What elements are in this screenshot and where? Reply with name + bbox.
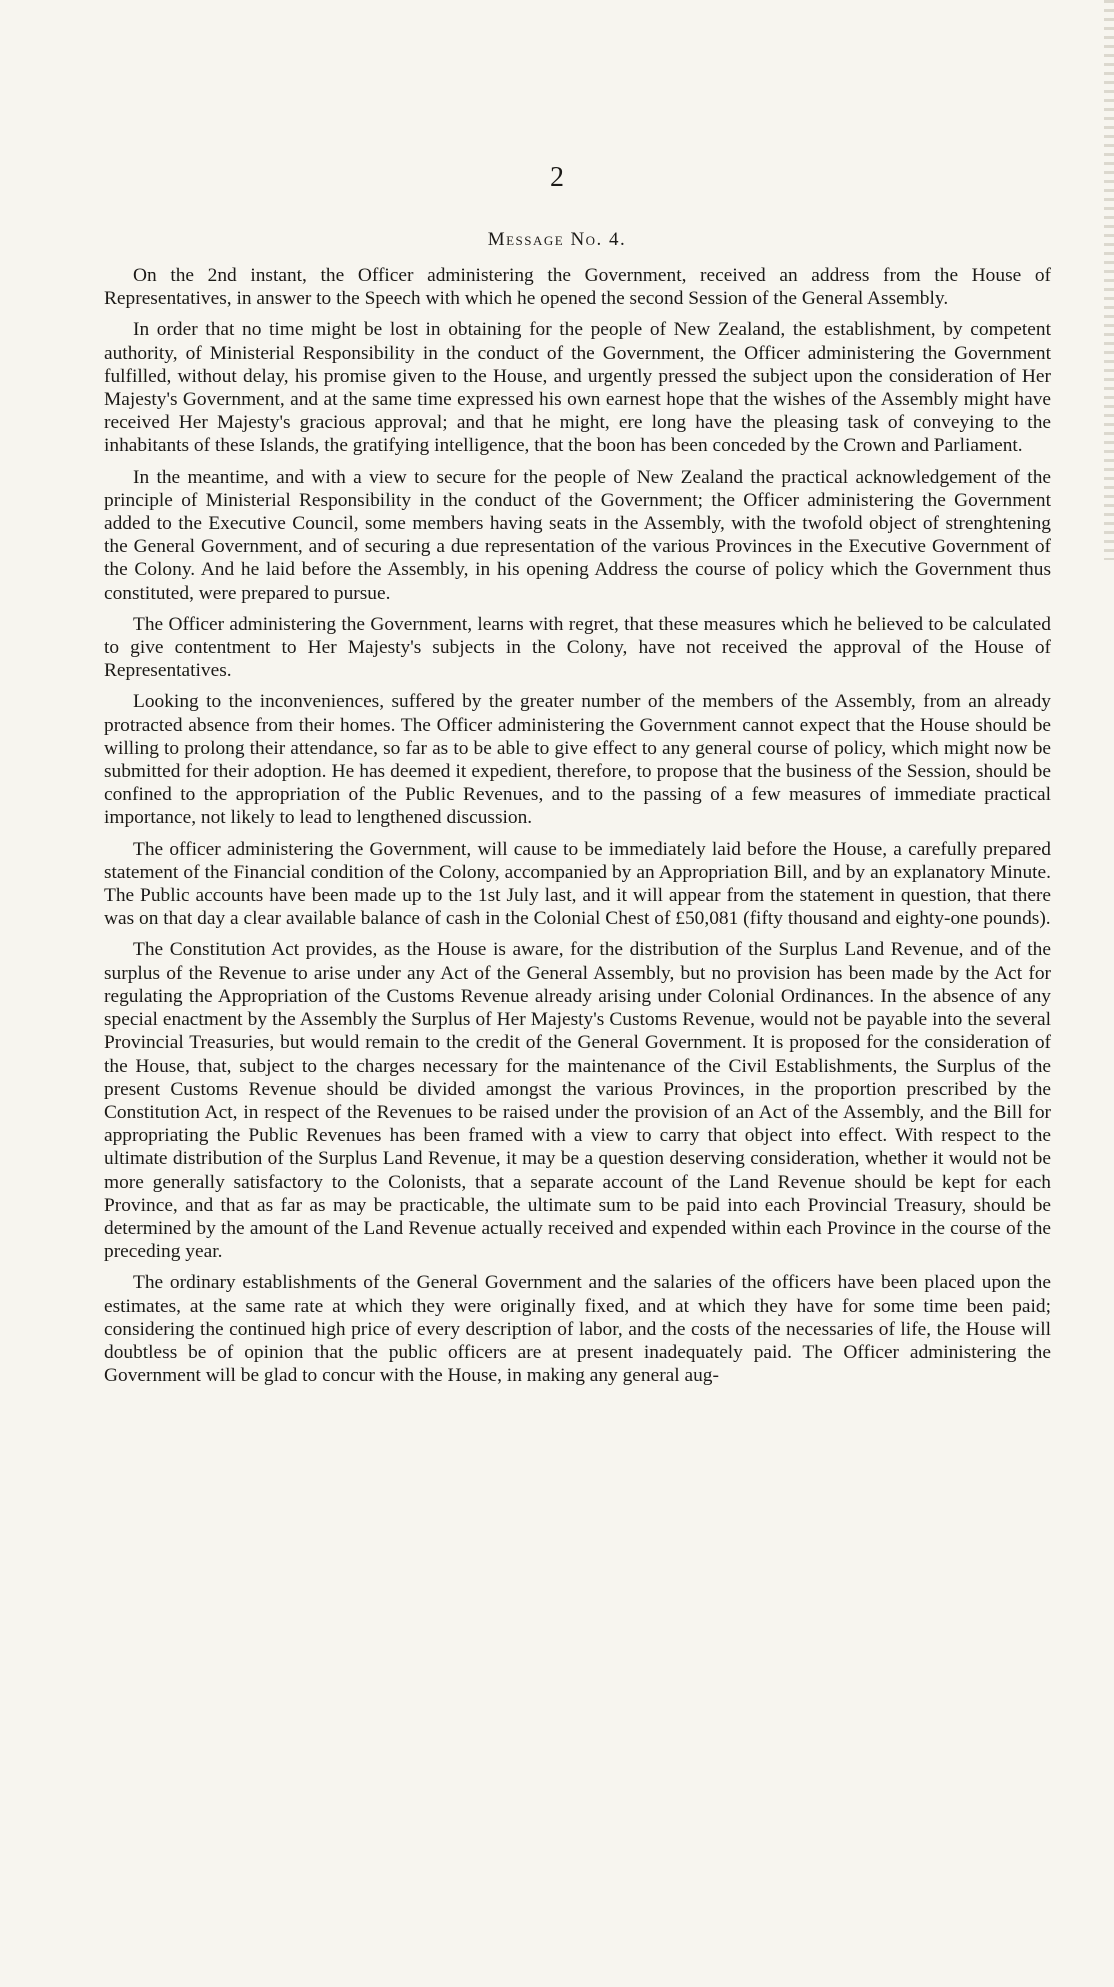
paragraph: The Officer administering the Government, learns with regret, that these measures which he believed to be calculated to give contentment to Her Majesty's subjects in the Colony, have not received the approval of the House of Representatives. — [104, 613, 1051, 682]
paragraph: The officer administering the Government, will cause to be immediately laid before the House, a carefully prepared statement of the Financial condition of the Colony, accompanied by an Appropriation Bill, and by an explanatory Minute. The Public accounts have been made up to the 1st July last, and it will appear from the statement in question, that there was on that day a clear available balance of cash in the Colonial Chest of £50,081 (fifty thousand and eighty-one pounds). — [104, 838, 1051, 930]
paragraph: The Constitution Act provides, as the House is aware, for the distribution of the Surplus Land Revenue, and of the surplus of the Revenue to arise under any Act of the General Assembly, but no provision has been made by the Act for regulating the Appropriation of the Customs Revenue already arising under Colonial Ordinances. In the absence of any special enactment by the Assembly the Surplus of Her Majesty's Customs Revenue, would not be payable into the several Provincial Treasuries, but would remain to the credit of the General Government. It is proposed for the consideration of the House, that, subject to the charges necessary for the maintenance of the Civil Establishments, the Surplus of the present Customs Revenue should be divided amongst the various Provinces, in the proportion prescribed by the Constitution Act, in respect of the Revenues to be raised under the provision of an Act of the Assembly, and the Bill for appropriating the Public Revenues has been framed with a view to carry that object into effect. With respect to the ultimate distribution of the Surplus Land Revenue, it may be a question deserving consideration, whether it would not be more generally satisfactory to the Colonists, that a separate account of the Land Revenue should be kept for each Province, and that as far as may be practicable, the ultimate sum to be paid into each Provincial Treasury, should be determined by the amount of the Land Revenue actually received and expended within each Province in the course of the preceding year. — [104, 939, 1051, 1263]
message-body — [104, 264, 1051, 1395]
paragraph: On the 2nd instant, the Officer administering the Government, received an address from the House of Representatives, in answer to the Speech with which he opened the second Session of the General Assembly. — [104, 265, 1051, 310]
page-edge-mark — [1104, 0, 1114, 560]
paragraph: In order that no time might be lost in obtaining for the people of New Zealand, the establishment, by competent authority, of Ministerial Responsibility in the conduct of the Government, the Officer administering the Government fulfilled, without delay, his promise given to the House, and urgently pressed the subject upon the consideration of Her Majesty's Government, and at the same time expressed his own earnest hope that the wishes of the Assembly might have received Her Majesty's gracious approval; and that he might, ere long have the pleasing task of conveying to the inhabitants of these Islands, the gratifying intelligence, that the boon has been conceded by the Crown and Parliament. — [104, 319, 1051, 457]
message-heading: Message No. 4. — [487, 229, 627, 250]
paragraph: The ordinary establishments of the General Government and the salaries of the officers have been placed upon the estimates, at the same rate at which they were originally fixed, and at which they have for some time been paid; considering the continued high price of every description of labor, and the costs of the necessaries of life, the House will doubtless be of opinion that the public officers are at present inadequately paid. The Officer administering the Government will be glad to concur with the House, in making any general aug- — [104, 1272, 1051, 1387]
paragraph: Looking to the inconveniences, suffered by the greater number of the members of the Assembly, from an already protracted absence from their homes. The Officer administering the Government cannot expect that the House should be willing to prolong their attendance, so far as to be able to give effect to any general course of policy, which might now be submitted for their adoption. He has deemed it expedient, therefore, to propose that the business of the Session, should be confined to the appropriation of the Public Revenues, and to the passing of a few measures of immediate practical importance, not likely to lead to lengthened discussion. — [104, 691, 1051, 829]
page-number: 2 — [550, 162, 564, 193]
paragraph: In the meantime, and with a view to secure for the people of New Zealand the practical acknowledgement of the principle of Ministerial Responsibility in the conduct of the Government; the Officer administering the Government added to the Executive Council, some members having seats in the Assembly, with the twofold object of strenghtening the General Government, and of securing a due representation of the various Provinces in the Executive Government of the Colony. And he laid before the Assembly, in his opening Address the course of policy which the Government thus constituted, were prepared to pursue. — [104, 466, 1051, 604]
